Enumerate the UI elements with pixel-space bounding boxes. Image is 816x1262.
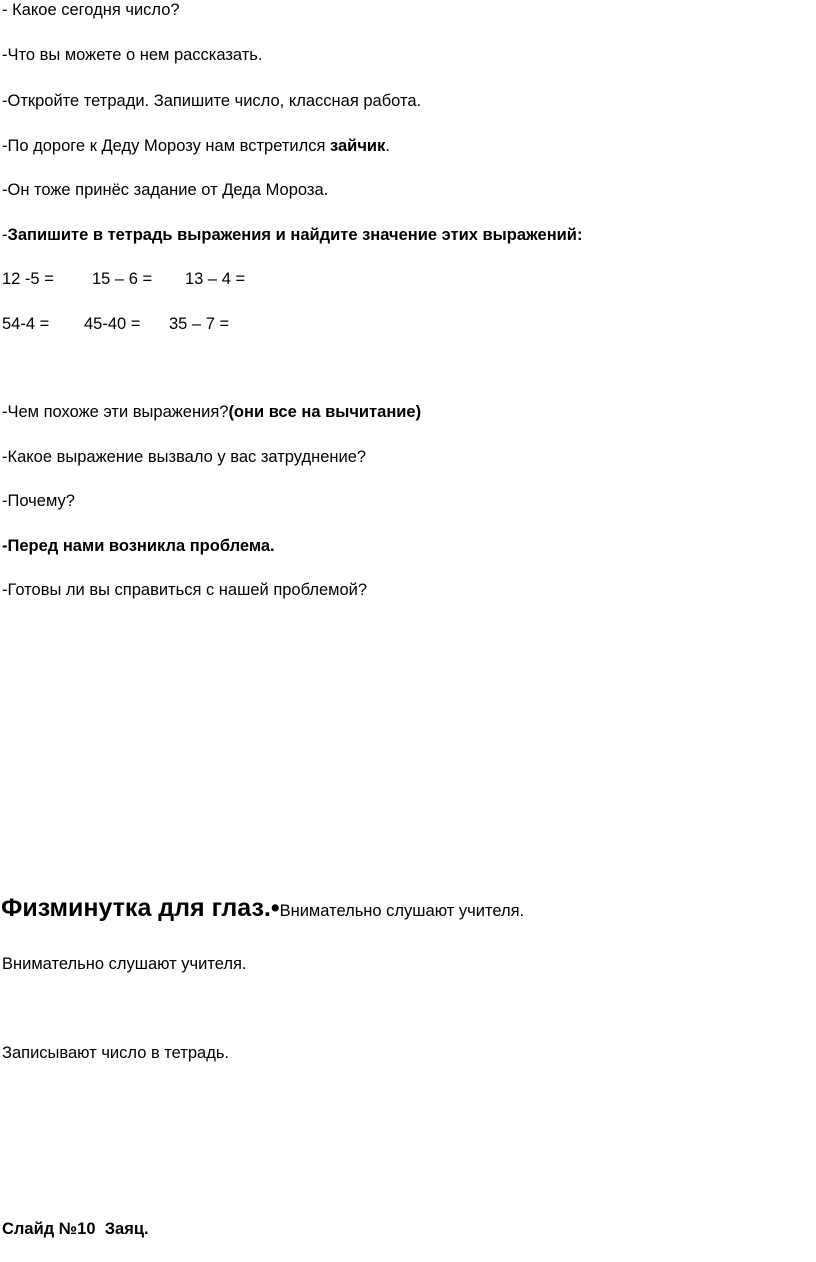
note-write-date: Записывают число в тетрадь. — [2, 1044, 230, 1062]
eye-exercise-title: Физминутка для глаз. — [1, 894, 271, 922]
expression: 54-4 = — [2, 315, 50, 333]
expression: 12 -5 = — [2, 270, 54, 288]
bunny-word: зайчик — [330, 137, 386, 155]
line-problem: -Перед нами возникла проблема. — [2, 537, 275, 555]
expression: 35 – 7 = — [169, 315, 230, 333]
line-task-instruction — [2, 225, 582, 245]
line-difficulty: -Какое выражение вызвало у вас затруднение? — [2, 448, 367, 466]
line-brought-task: -Он тоже принёс задание от Деда Мороза. — [2, 181, 329, 199]
line-met-bunny-end: . — [385, 137, 390, 155]
line-what-date: - Какое сегодня число? — [2, 1, 180, 19]
line-similarity — [2, 402, 421, 422]
similarity-question: -Чем похоже эти выражения? — [2, 403, 229, 421]
expression: 15 – 6 = — [92, 270, 153, 288]
note-listen-teacher: Внимательно слушают учителя. — [2, 955, 247, 973]
line-open-notebooks: -Откройте тетради. Запишите число, классная работа. — [2, 92, 422, 110]
task-dash: - — [2, 226, 8, 244]
slide-label: Слайд №10 Заяц. — [2, 1220, 149, 1238]
expression: 45-40 = — [84, 315, 141, 333]
expressions-row-2 — [2, 314, 402, 334]
line-met-bunny-text: -По дороге к Деду Морозу нам встретился — [2, 137, 331, 155]
expressions-row-1 — [2, 269, 402, 289]
line-why: -Почему? — [2, 492, 75, 510]
line-ready: -Готовы ли вы справиться с нашей проблемой? — [2, 581, 368, 599]
bullet-icon: • — [270, 894, 280, 922]
line-tell-about: -Что вы можете о нем рассказать. — [2, 46, 263, 64]
eye-exercise-side-text: Внимательно слушают учителя. — [279, 902, 525, 920]
similarity-answer: (они все на вычитание) — [228, 403, 422, 421]
task-instruction-bold: Запишите в тетрадь выражения и найдите значение этих выражений: — [7, 226, 583, 244]
eye-exercise-heading — [1, 893, 524, 927]
line-met-bunny — [2, 136, 390, 156]
expression: 13 – 4 = — [185, 270, 246, 288]
